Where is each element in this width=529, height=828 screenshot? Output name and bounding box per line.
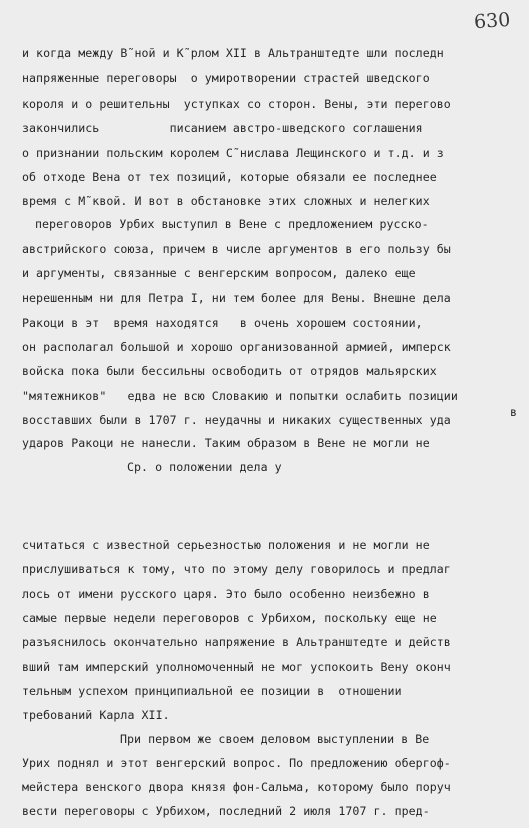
text-line: тельным успехом принципиальной ее позиции в отношении xyxy=(22,684,402,698)
text-line: Ракоци в эт время находятся в очень хорошем состоянии, xyxy=(22,316,423,330)
text-line: и аргументы, связанные с венгерским вопросом, далеко еще xyxy=(22,266,416,280)
text-line: При первом же своем деловом выступлении в Ве xyxy=(120,732,430,746)
text-line: ударов Ракоци не нанесли. Таким образом в Вене не могли не xyxy=(22,436,430,450)
text-line: короля и о решительны уступках со сторон. Вены, эти перегово xyxy=(22,97,451,111)
footnote-line: Ср. о положении дела у xyxy=(127,460,282,474)
text-line: переговоров Урбих выступил в Вене с предложением русско- xyxy=(35,217,429,231)
text-line: разъяснилось окончательно напряжение в Альтранштедте и действ xyxy=(22,635,451,649)
text-line: самые первые недели переговоров с Урбихом, поскольку еще не xyxy=(22,611,437,625)
text-line: "мятежников" едва не всю Словакию и попытки ослабить позиции xyxy=(22,389,458,403)
text-line: закончились писанием австро-шведского соглашения xyxy=(22,121,423,135)
page-number: 630 xyxy=(473,8,511,34)
text-line: войска пока были бессильны освободить от отрядов мальярских xyxy=(22,364,437,378)
text-line: нерешенным ни для Петра I, ни тем более для Вены. Внешне дела xyxy=(22,291,451,305)
text-line: время с М˜квой. И вот в обстановке этих сложных и нелегких xyxy=(22,194,430,208)
text-line: требований Карла XII. xyxy=(22,708,170,722)
text-line: об отходе Вена от тех позиций, которые обязали ее последнее xyxy=(22,170,437,184)
text-line: напряженные переговоры о умиротворении страстей шведского xyxy=(22,71,430,85)
text-line: о признании польским королем С˜ниславa Лещинского и т.д. и з xyxy=(22,146,444,160)
text-line: прислушиваться к тому, что по этому делу говорилось и предлаг xyxy=(22,562,451,576)
text-line: вести переговоры с Урбихом, последний 2 июля 1707 г. пред- xyxy=(22,804,430,818)
text-line: мейстера венского двора князя фон-Сальма, которому было поруч xyxy=(22,780,451,794)
text-line: вший там имперский уполномоченный не мог успокоить Вену оконч xyxy=(22,660,451,674)
text-line: и когда между В˜ной и К˜рлом XII в Альтранштедте шли последн xyxy=(22,46,444,60)
text-line: он располагал большой и хорошо организованной армией, имперск xyxy=(22,340,451,354)
text-line: австрийского союза, причем в числе аргументов в его пользу бы xyxy=(22,242,451,256)
text-line: лось от имени русского царя. Это было особенно неизбежно в xyxy=(22,587,430,601)
text-line: Урих поднял и этот венгерский вопрос. По предложению обергоф- xyxy=(22,756,451,770)
margin-letter: в xyxy=(510,405,518,419)
text-line: считаться с известной серьезностью положения и не могли не xyxy=(22,538,430,552)
text-line: восставших были в 1707 г. неудачны и никаких существенных уда xyxy=(22,413,451,427)
